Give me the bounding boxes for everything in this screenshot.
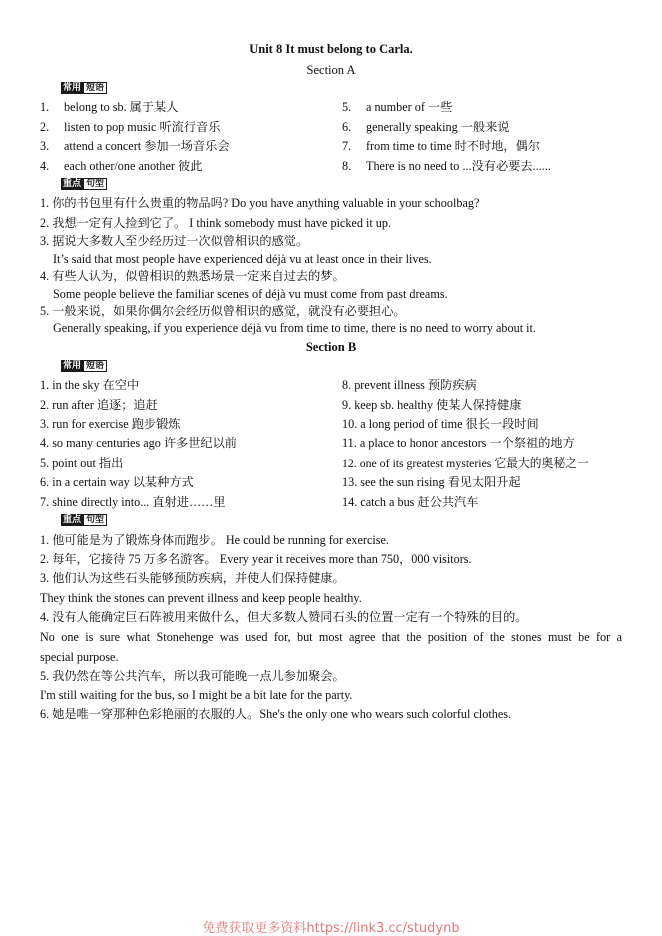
b-sentence-5-translation: I'm still waiting for the bus, so I might be a bit late for the party. <box>40 688 353 702</box>
b-phrase-12: 12. one of its greatest mysteries 它最大的奥秘之一 <box>342 456 589 470</box>
phrases-tag-b <box>61 360 107 372</box>
phrases-tag-right: 短语 <box>83 82 107 94</box>
b-phrase-7: 7. shine directly into... 直射进……里 <box>40 495 226 509</box>
a-phrase-6: 6. generally speaking 一般来说 <box>342 120 510 134</box>
b-phrase-8: 8. prevent illness 预防疾病 <box>342 378 477 392</box>
b-phrase-5: 5. point out 指出 <box>40 456 124 470</box>
b-phrase-14: 14. catch a bus 赶公共汽车 <box>342 495 479 509</box>
a-sentence-5-translation: Generally speaking, if you experience déjà vu from time to time, there is no need to worry about it. <box>53 321 536 335</box>
b-phrase-1: 1. in the sky 在空中 <box>40 378 140 392</box>
a-sentence-5: 5. 一般来说，如果你偶尔会经历似曾相识的感觉，就没有必要担心。 <box>40 304 406 318</box>
b-sentence-3: 3. 他们认为这些石头能够预防疾病，并使人们保持健康。 <box>40 571 345 585</box>
phrases-tag-right-b: 短语 <box>83 360 107 372</box>
a-sentence-3: 3. 据说大多数人至少经历过一次似曾相识的感觉。 <box>40 234 309 248</box>
sentences-tag-b <box>61 514 107 526</box>
a-phrase-5: 5. a number of 一些 <box>342 100 453 114</box>
a-phrase-4: 4. each other/one another 彼此 <box>40 159 203 173</box>
b-sentence-4-translation: No one is sure what Stonehenge was used for, but most agree that the position of the stones must be for a <box>40 630 622 644</box>
b-sentence-1: 1. 他可能是为了锻炼身体而跑步。 He could be running for exercise. <box>40 533 389 547</box>
phrases-tag-left-b: 常用 <box>63 361 82 371</box>
sentences-tag-left-b: 重点 <box>63 515 82 525</box>
a-phrase-3: 3. attend a concert 参加一场音乐会 <box>40 139 230 153</box>
sentences-tag-left: 重点 <box>63 179 82 189</box>
footer-watermark: 免费获取更多资料https://link3.cc/studynb <box>202 921 460 936</box>
b-phrase-4: 4. so many centuries ago 许多世纪以前 <box>40 436 237 450</box>
a-sentence-4: 4. 有些人认为，似曾相识的熟悉场景一定来自过去的梦。 <box>40 269 345 283</box>
b-phrase-3: 3. run for exercise 跑步锻炼 <box>40 417 181 431</box>
a-phrase-1: 1. belong to sb. 属于某人 <box>40 100 179 114</box>
b-phrase-10: 10. a long period of time 很长一段时间 <box>342 417 539 431</box>
a-sentence-4-translation: Some people believe the familiar scenes of déjà vu must come from past dreams. <box>53 287 448 301</box>
b-sentence-3-translation: They think the stones can prevent illness and keep people healthy. <box>40 591 362 605</box>
b-phrase-9: 9. keep sb. healthy 使某人保持健康 <box>342 398 522 412</box>
b-sentence-4: 4. 没有人能确定巨石阵被用来做什么，但大多数人赞同石头的位置一定有一个特殊的目的。 <box>40 610 528 624</box>
b-phrase-2: 2. run after 追逐；追赶 <box>40 398 158 412</box>
a-sentence-1: 1. 你的书包里有什么贵重的物品吗? Do you have anything valuable in your schoolbag? <box>40 196 480 210</box>
sentences-tag-a <box>61 178 107 190</box>
b-phrase-6: 6. in a certain way 以某种方式 <box>40 475 194 489</box>
b-sentence-4-translation-cont: special purpose. <box>40 650 119 664</box>
b-phrase-11: 11. a place to honor ancestors 一个祭祖的地方 <box>342 436 575 450</box>
a-sentence-3-translation: It’s said that most people have experienced déjà vu at least once in their lives. <box>53 252 432 266</box>
sentences-tag-right: 句型 <box>83 178 107 190</box>
section-b-heading: Section B <box>305 340 357 354</box>
section-a-heading: Section A <box>306 63 356 77</box>
b-sentence-2: 2. 每年，它接待 75 万多名游客。 Every year it receives more than 750，000 visitors. <box>40 552 472 566</box>
page-title: Unit 8 It must belong to Carla. <box>249 42 413 56</box>
a-phrase-8: 8. There is no need to ...没有必要去...... <box>342 159 551 173</box>
phrases-tag-a <box>61 82 107 94</box>
a-phrase-7: 7. from time to time 时不时地，偶尔 <box>342 139 540 153</box>
a-phrase-2: 2. listen to pop music 听流行音乐 <box>40 120 221 134</box>
b-sentence-5: 5. 我仍然在等公共汽车，所以我可能晚一点儿参加聚会。 <box>40 669 345 683</box>
sentences-tag-right-b: 句型 <box>83 514 107 526</box>
b-sentence-6: 6. 她是唯一穿那种色彩艳丽的衣服的人。She's the only one who wears such colorful clothes. <box>40 707 512 721</box>
b-phrase-13: 13. see the sun rising 看见太阳升起 <box>342 475 521 489</box>
a-sentence-2: 2. 我想一定有人捡到它了。 I think somebody must have picked it up. <box>40 216 392 230</box>
phrases-tag-left: 常用 <box>63 83 82 93</box>
